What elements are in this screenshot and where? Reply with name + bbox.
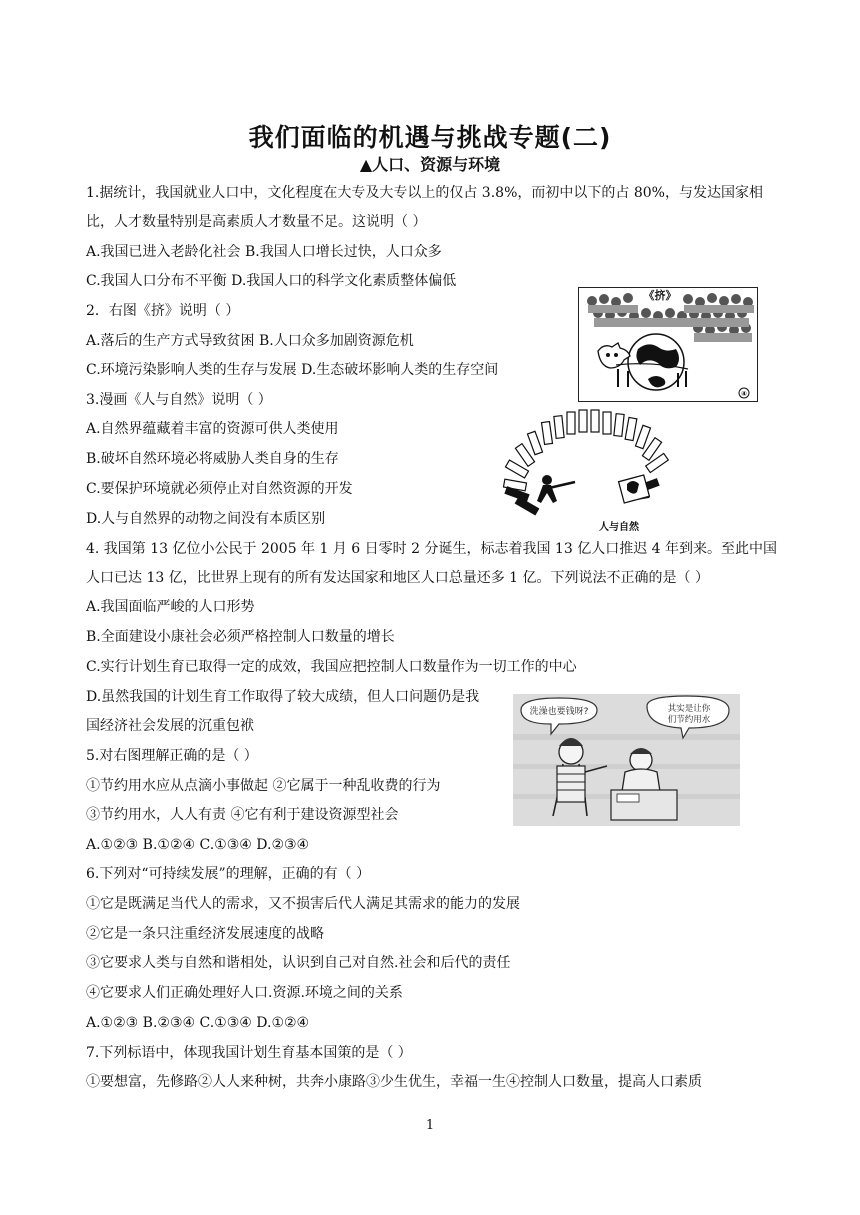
question-3-option-d: D.人与自然界的动物之间没有本质区别: [86, 511, 326, 527]
question-4-option-d-line-1: D.虽然我国的计划生育工作取得了较大成绩，但人口问题仍是我: [86, 689, 480, 705]
cartoon-ji-corner-mark: ④: [741, 390, 747, 398]
question-1-line-2: 比，人才数量特别是高素质人才数量不足。这说明（ ）: [86, 214, 427, 230]
question-2-options-cd: C.环境污染影响人类的生存与发展 D.生态破坏影响人类的生存空间: [86, 362, 499, 378]
question-7-stem: 7.下列标语中，体现我国计划生育基本国策的是（ ）: [86, 1045, 412, 1061]
page-title: 我们面临的机遇与挑战专题(二): [248, 123, 612, 152]
question-3-option-b: B.破坏自然环境必将威胁人类自身的生存: [86, 451, 339, 467]
cartoon-water-bubble-right: 其实是让你们节约用水: [667, 704, 711, 725]
question-4-option-d-line-2: 国经济社会发展的沉重包袱: [86, 718, 254, 734]
question-5-options: A.①②③ B.①②④ C.①③④ D.②③④: [86, 837, 310, 853]
question-4-line-1: 4. 我国第 13 亿位小公民于 2005 年 1 月 6 日零时 2 分诞生，标志着我国 13 亿人口推迟 4 年到来。至此中国: [86, 541, 777, 557]
cartoon-water-saving: [513, 694, 740, 826]
question-4-option-c: C.实行计划生育已取得一定的成效，我国应把控制人口数量作为一切工作的中心: [86, 659, 577, 675]
question-6-item-2: ②它是一条只注重经济发展速度的战略: [86, 926, 324, 942]
question-1-line-1: 1.据统计，我国就业人口中，文化程度在大专及大专以上的仅占 3.8%，而初中以下的占 80%，与发达国家相: [86, 185, 763, 201]
question-3-option-c: C.要保护环境就必须停止对自然资源的开发: [86, 481, 353, 497]
cartoon-human-and-nature: [503, 404, 683, 534]
question-5-items-12: ①节约用水应从点滴小事做起 ②它属于一种乱收费的行为: [86, 778, 441, 794]
question-2-options-ab: A.落后的生产方式导致贫困 B.人口众多加剧资源危机: [86, 333, 414, 349]
question-4-option-a: A.我国面临严峻的人口形势: [86, 599, 255, 615]
question-6-item-4: ④它要求人们正确处理好人口.资源.环境之间的关系: [86, 985, 403, 1001]
page-number: 1: [425, 1118, 435, 1133]
cartoon-water-bubble-left: 洗澡也要钱呀?: [529, 707, 589, 717]
cartoon-ji-label: 《挤》: [643, 289, 677, 302]
question-4-option-b: B.全面建设小康社会必须严格控制人口数量的增长: [86, 629, 395, 645]
question-3-stem: 3.漫画《人与自然》说明（ ）: [86, 392, 272, 408]
cartoon-human-and-nature-label: 人与自然: [599, 522, 639, 533]
question-6-item-1: ①它是既满足当代人的需求，又不损害后代人满足其需求的能力的发展: [86, 896, 520, 912]
question-1-options-ab: A.我国已进入老龄化社会 B.我国人口增长过快，人口众多: [86, 244, 442, 260]
question-1-options-cd: C.我国人口分布不平衡 D.我国人口的科学文化素质整体偏低: [86, 273, 457, 289]
question-3-option-a: A.自然界蕴藏着丰富的资源可供人类使用: [86, 421, 339, 437]
question-6-stem: 6.下列对“可持续发展”的理解，正确的有（ ）: [86, 866, 371, 882]
cartoon-ji: [578, 287, 758, 402]
question-5-items-34: ③节约用水，人人有责 ④它有利于建设资源型社会: [86, 807, 399, 823]
question-6-item-3: ③它要求人类与自然和谐相处，认识到自己对自然.社会和后代的责任: [86, 955, 511, 971]
question-5-stem: 5.对右图理解正确的是（ ）: [86, 748, 258, 764]
question-4-line-2: 人口已达 13 亿，比世界上现有的所有发达国家和地区人口总量还多 1 亿。下列说法不正确的是（ ）: [86, 570, 709, 586]
question-7-items: ①要想富，先修路②人人来种树，共奔小康路③少生优生，幸福一生④控制人口数量，提高人口素质: [86, 1074, 702, 1090]
page-subtitle: ▲人口、资源与环境: [359, 155, 501, 174]
question-2-stem: 2．右图《挤》说明（ ）: [86, 303, 240, 319]
question-6-options: A.①②③ B.②③④ C.①③④ D.①②④: [86, 1015, 310, 1031]
